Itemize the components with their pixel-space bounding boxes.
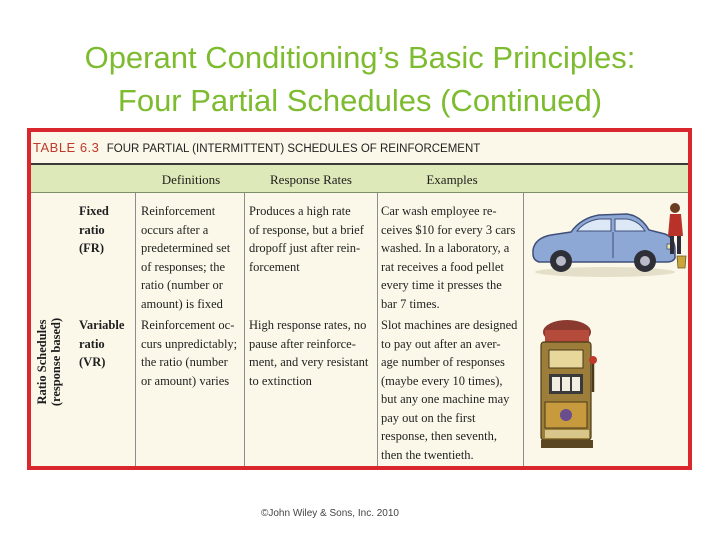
- row-fixed-ratio-name: [79, 202, 109, 258]
- text-line: dropoff just after rein-: [249, 241, 361, 255]
- text-line: occurs after a: [141, 222, 209, 237]
- name-line: ratio: [79, 336, 105, 351]
- text-line: the ratio (number: [141, 355, 228, 369]
- slot-machine-icon: [537, 318, 599, 452]
- name-line: (FR): [79, 241, 104, 255]
- text-line: Reinforcement oc-: [141, 318, 235, 332]
- car-wash-icon: [527, 198, 687, 282]
- text-line: of response, but a brief: [249, 222, 364, 237]
- text-line: bar 7 times.: [381, 296, 440, 311]
- table-caption: [33, 140, 480, 160]
- text-line: to pay out after an aver-: [381, 336, 501, 351]
- text-line: then the twentieth.: [381, 447, 474, 462]
- text-line: forcement: [249, 259, 300, 274]
- text-line: Produces a high rate: [249, 204, 351, 218]
- text-line: response, then seventh,: [381, 429, 497, 443]
- header-examples: Examples: [426, 172, 478, 187]
- text-line: Slot machines are designed: [381, 318, 518, 332]
- text-line: Reinforcement: [141, 204, 216, 218]
- text-line: of responses; the: [141, 259, 226, 274]
- header-definitions: Definitions: [161, 172, 221, 187]
- text-line: rat receives a food pellet: [381, 259, 504, 274]
- column-divider: [377, 193, 378, 466]
- name-line: (VR): [79, 355, 106, 369]
- text-line: ratio (number or: [141, 278, 223, 292]
- text-line: amount) is fixed: [141, 296, 223, 311]
- column-divider: [244, 193, 245, 466]
- text-line: age number of responses: [381, 355, 505, 369]
- text-line: every time it presses the: [381, 278, 502, 292]
- text-line: or amount) varies: [141, 373, 230, 388]
- header-response-rates: Response Rates: [270, 172, 352, 187]
- copyright-footer: ©John Wiley & Sons, Inc. 2010: [261, 508, 399, 519]
- text-line: pay out on the first: [381, 410, 476, 425]
- schedules-table: [31, 132, 688, 466]
- name-line: Fixed: [79, 204, 109, 218]
- row-variable-ratio-definition: [141, 316, 237, 390]
- slide-title-line-2: Four Partial Schedules (Continued): [117, 83, 603, 118]
- text-line: ceives $10 for every 3 cars: [381, 222, 516, 237]
- name-line: Variable: [79, 318, 125, 332]
- side-label-line-1: Ratio Schedules: [35, 319, 49, 405]
- row-variable-ratio-response-rate: [249, 316, 368, 390]
- text-line: predetermined set: [141, 241, 231, 255]
- table-frame: [27, 128, 692, 470]
- text-line: curs unpredictably;: [141, 336, 238, 351]
- text-line: washed. In a laboratory, a: [381, 241, 510, 255]
- name-line: ratio: [79, 222, 105, 237]
- slide-title: [40, 36, 680, 122]
- row-fixed-ratio-response-rate: [249, 202, 364, 276]
- row-fixed-ratio-definition: [141, 202, 230, 313]
- text-line: to extinction: [249, 373, 312, 388]
- text-line: Car wash employee re-: [381, 204, 497, 218]
- column-divider: [135, 193, 136, 466]
- text-line: ment, and very resistant: [249, 355, 369, 369]
- slide-title-line-1: Operant Conditioning’s Basic Principles:: [84, 40, 636, 75]
- text-line: but any one machine may: [381, 392, 510, 406]
- text-line: pause after reinforce-: [249, 336, 356, 351]
- side-label-line-2: (response based): [49, 317, 63, 407]
- text-line: (maybe every 10 times),: [381, 373, 503, 388]
- table-caption-label: TABLE 6.3: [33, 140, 100, 155]
- row-variable-ratio-example: [381, 316, 517, 464]
- side-label: [35, 262, 63, 462]
- table-caption-text: FOUR PARTIAL (INTERMITTENT) SCHEDULES OF REINFORCEMENT: [106, 143, 481, 155]
- row-fixed-ratio-example: [381, 202, 515, 313]
- text-line: High response rates, no: [249, 318, 367, 332]
- row-variable-ratio-name: [79, 316, 124, 372]
- column-divider: [523, 193, 524, 466]
- table-header-row: [31, 165, 688, 193]
